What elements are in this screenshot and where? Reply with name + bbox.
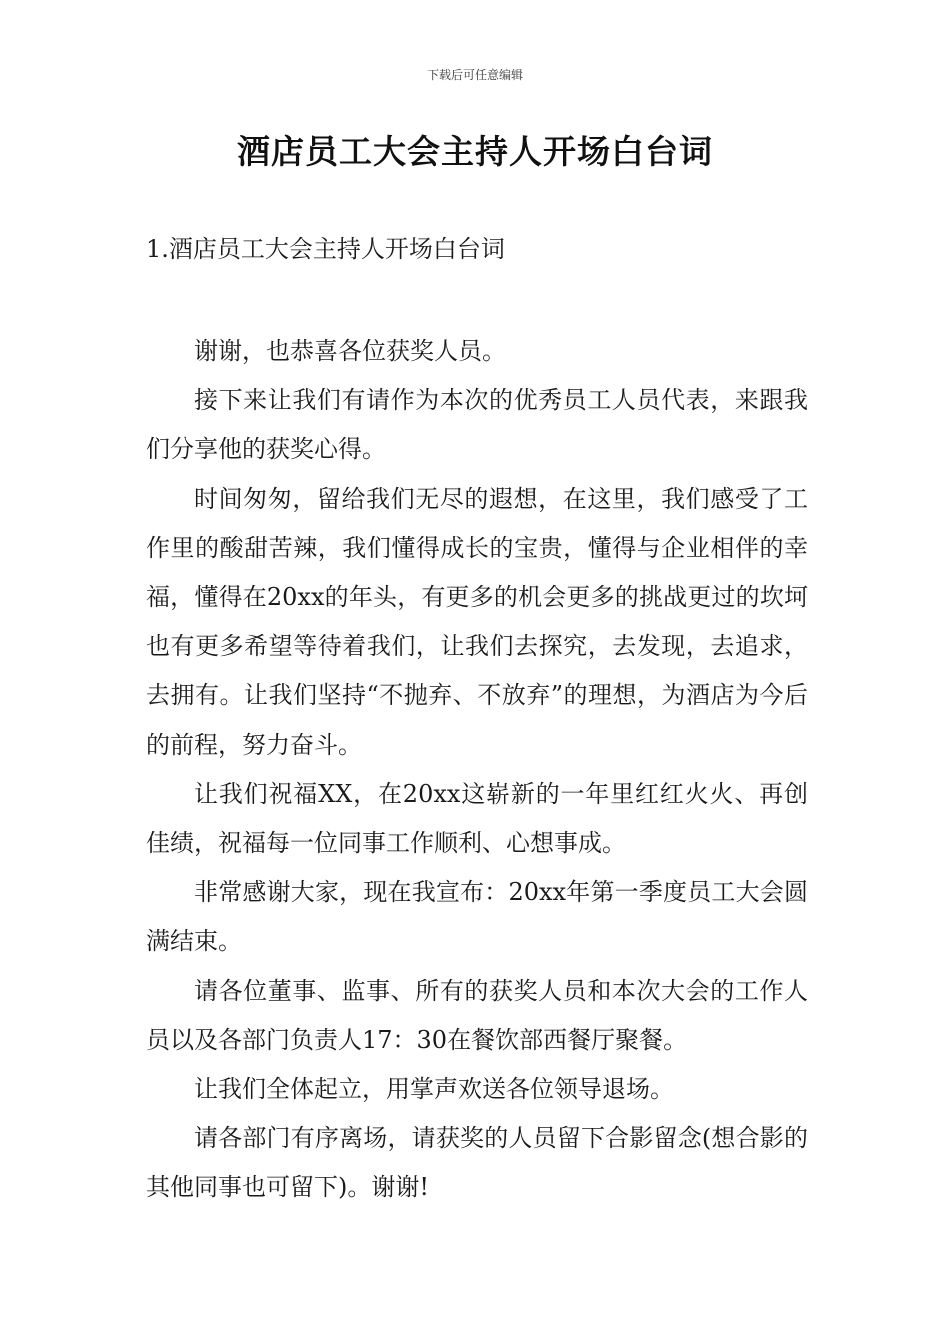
paragraph: 让我们全体起立，用掌声欢送各位领导退场。 <box>194 1075 674 1104</box>
paragraph: 谢谢，也恭喜各位获奖人员。 <box>194 337 506 365</box>
document-title: 酒店员工大会主持人开场白台词 <box>237 132 713 171</box>
paragraph: 时间匆匆，留给我们无尽的遐想，在这里，我们感受了工作里的酸甜苦辣，我们懂得成长的宝贵，懂得与企业相伴的幸福，懂得在20xx的年头，有更多的机会更多的挑战更过的坎坷也有更多希望等待着我们，让我们去探究，去发现，去追求，去拥有。让我们坚持“不抛弃、不放弃”的理想，为酒店为今后的前程，努力奋斗。 <box>146 484 808 759</box>
paragraph: 让我们祝福XX，在20xx这崭新的一年里红红火火、再创佳绩，祝福每一位同事工作顺利、心想事成。 <box>146 779 808 858</box>
paragraph: 非常感谢大家，现在我宣布：20xx年第一季度员工大会圆满结束。 <box>146 878 808 956</box>
paragraph: 接下来让我们有请作为本次的优秀员工人员代表，来跟我们分享他的获奖心得。 <box>146 386 808 464</box>
paragraph: 请各位董事、监事、所有的获奖人员和本次大会的工作人员以及各部门负责人17：30在餐饮部西餐厅聚餐。 <box>146 976 808 1054</box>
paragraph: 请各部门有序离场，请获奖的人员留下合影留念(想合影的其他同事也可留下)。谢谢! <box>146 1124 808 1202</box>
header-note: 下载后可任意编辑 <box>426 68 523 82</box>
section-heading: 1.酒店员工大会主持人开场白台词 <box>146 235 505 263</box>
document-body <box>146 327 808 1213</box>
